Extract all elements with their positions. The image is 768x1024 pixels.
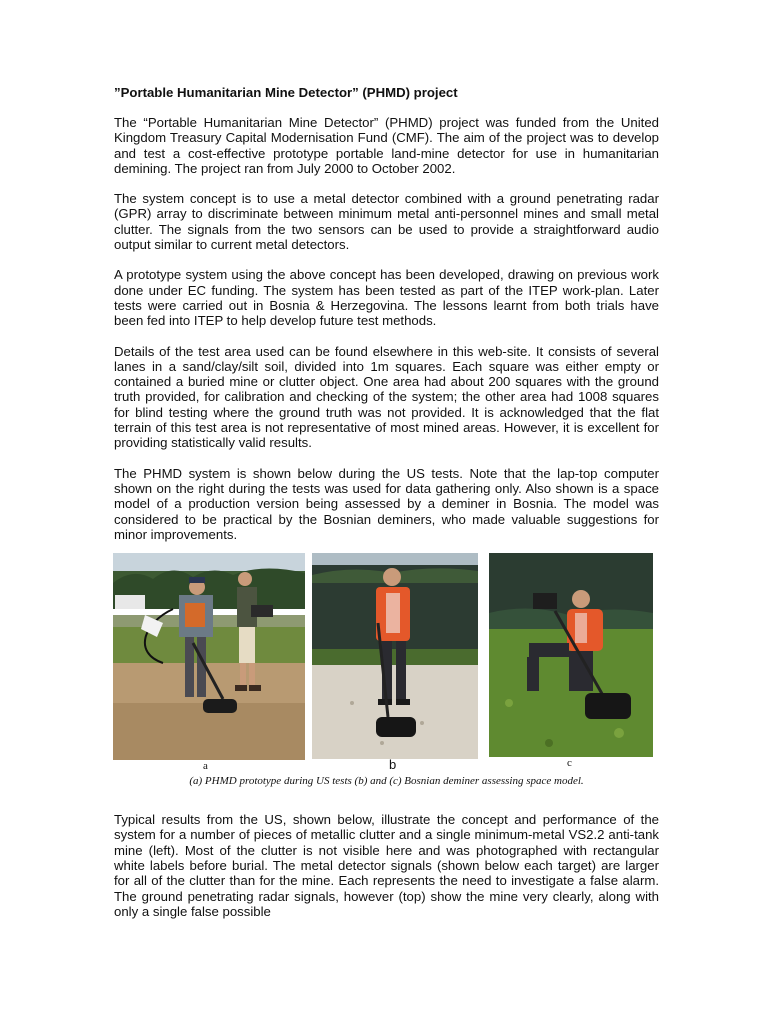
document-body <box>114 84 659 934</box>
photo-label-c: c <box>567 757 572 770</box>
photo-b <box>312 553 478 759</box>
paragraph-2: The system concept is to use a metal detector combined with a ground penetrating radar (GPR) array to discriminate between minimum metal anti-personnel mines and small metal clutter. The signals from the two sensors can be used to provide a straightforward audio output similar to current metal detectors. <box>114 191 659 253</box>
photo-figure <box>114 553 659 793</box>
photo-a <box>113 553 305 760</box>
paragraph-6: Typical results from the US, shown below, illustrate the concept and performance of the system for a number of pieces of metallic clutter and a single minimum-metal VS2.2 anti-tank mine (left). Most of the clutter is not visible here and was photographed with rectangular white labels before burial. The metal detector signals (shown below each target) are larger for all of the clutter than for the mine. Each represents the need to investigate a false alarm. The ground penetrating radar signals, however (top) show the mine very clearly, along with only a single false possible <box>114 812 659 919</box>
photo-label-a: a <box>203 760 208 773</box>
photo-c <box>489 553 653 757</box>
document-heading: ”Portable Humanitarian Mine Detector” (PHMD) project <box>114 85 458 100</box>
paragraph-5: The PHMD system is shown below during the US tests. Note that the lap-top computer shown on the right during the tests was used for data gathering only. Also shown is a space model of a production version being assessed by a deminer in Bosnia. The model was considered to be practical by the Bosnian deminers, who made valuable suggestions for minor improvements. <box>114 465 659 542</box>
paragraph-4: Details of the test area used can be found elsewhere in this web-site. It consists of several lanes in a sand/clay/silt soil, divided into 1m squares. Each square was either empty or contained a buried mine or clutter object. One area had about 200 squares with the ground truth provided, for calibration and checking of the system; the other area had 1008 squares for blind testing where the ground truth was not provided. It is acknowledged that the flat terrain of this test area is not representative of most mined areas. However, it is excellent for providing statistically valid results. <box>114 343 659 451</box>
paragraph-3: A prototype system using the above concept has been developed, drawing on previous work done under EC funding. The system has been tested as part of the ITEP work-plan. Later tests were carried out in Bosnia & Herzegovina. The lessons learnt from both trials have been fed into ITEP to help develop future test methods. <box>114 267 659 329</box>
paragraph-1: The “Portable Humanitarian Mine Detector” (PHMD) project was funded from the United Kingdom Treasury Capital Modernisation Fund (CMF). The aim of the project was to develop and test a cost-effective prototype portable land-mine detector for use in humanitarian demining. The project ran from July 2000 to October 2002. <box>114 115 659 176</box>
figure-caption: (a) PHMD prototype during US tests (b) and (c) Bosnian deminer assessing space model. <box>189 775 584 788</box>
photo-label-b: b <box>389 757 397 773</box>
